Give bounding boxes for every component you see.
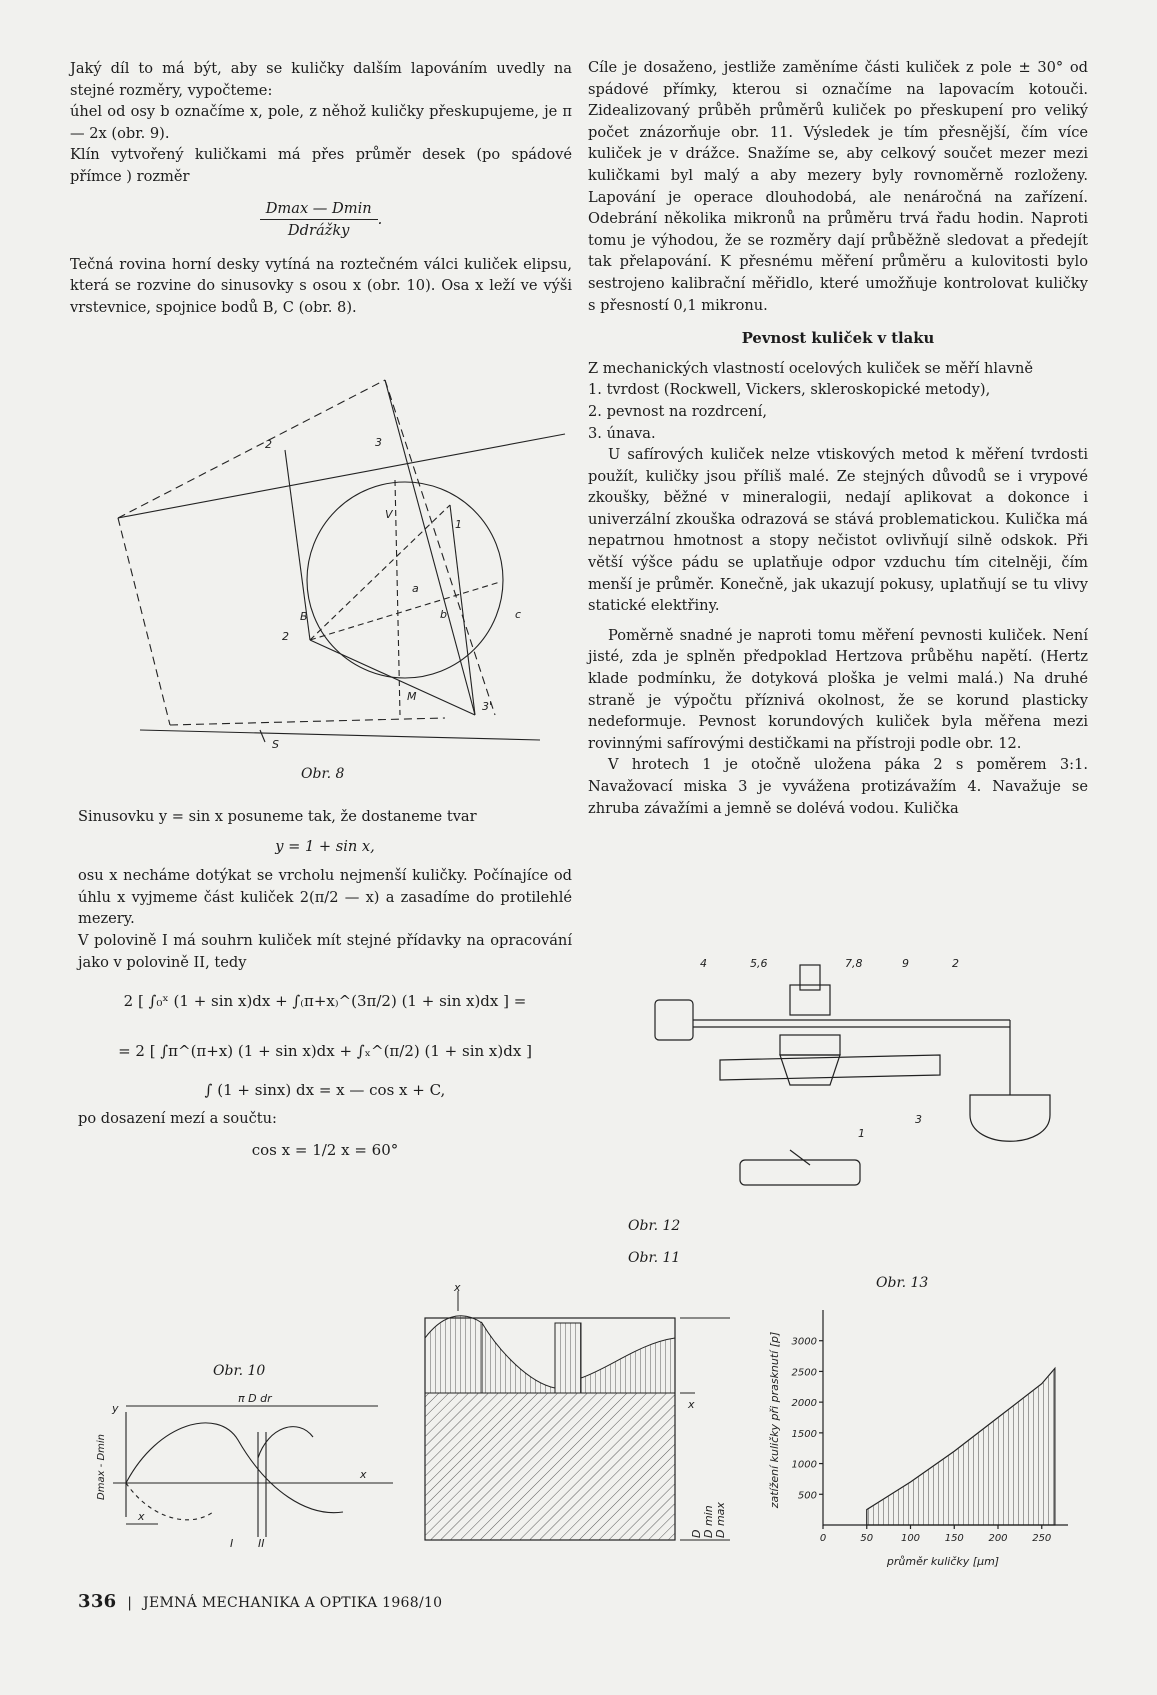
fig10-ylab: Dmax - Dmin (96, 1433, 107, 1500)
left-column-lower (78, 806, 572, 1171)
dashed-right (385, 380, 495, 715)
shift-equation: y = 1 + sin x, (275, 837, 375, 855)
base-line (140, 730, 540, 740)
fig11-xside-label: x (688, 1398, 695, 1411)
fig11-D-label: D (690, 1529, 703, 1538)
left-para-8: po dosazení mezí a součtu: (78, 1109, 277, 1127)
slope-left (482, 1323, 555, 1393)
pivot-pointer (790, 1150, 810, 1165)
sine-curve (126, 1423, 343, 1513)
figure-8-diagram (110, 370, 570, 760)
list-item: 3. únava. (588, 424, 656, 442)
y-tick-label: 500 (797, 1490, 817, 1502)
integral-equation-3: ∫ (1 + sinx) dx = x — cos x + C, (204, 1081, 446, 1100)
right-para-5: V hrotech 1 je otočně uložena páka 2 s poměrem 3:1. Navažovací miska 3 je vyvážena protizávažím 4. Navažuje se zhruba závažími a jemně se dolévá vodou. Kulička (588, 756, 1088, 817)
integral-equation-1: 2 [ ∫₀ˣ (1 + sin x)dx + ∫₍π+x₎^(3π/2) (1 + sin x)dx ] = (123, 992, 527, 1011)
chart-x-label: průměr kuličky [μm] (886, 1555, 1000, 1568)
hatched-body (425, 1393, 675, 1540)
y-tick-label: 1000 (791, 1459, 817, 1471)
left-para-3: Klín vytvořený kuličkami má přes průměr desek (po spádové přímce ) rozměr (70, 146, 572, 185)
y-tick-label: 1500 (791, 1428, 817, 1440)
fig12-label-3: 9 (902, 957, 909, 970)
fig12-label-2: 7,8 (845, 957, 863, 970)
figure-12-apparatus (640, 955, 1080, 1205)
fig10-td-label: π D dr (238, 1392, 272, 1405)
right-para-3: U safírových kuliček nelze vtiskových metod k měření tvrdosti použít, kuličky jsou příliš malé. Ze stejných důvodů se i vrypové zkoušky, běžné v mineralogii, nedají aplikovat a dokonce i univerzální zkouška odrazová se stává problematickou. Kulička má nepatrnou hmotnost a stopy nečistot ovlivňují silně odskok. Při větší výšce pádu se uplatňuje odpor vzduchu tím citelněji, čím menší je průměr. Konečně, jak ukazují pokusy, uplatňují se tu vlivy statické elektřiny. (588, 446, 1088, 615)
wedge-fraction: $\frac{Dmax — Dmin}{\text{Ddrážky}}$ . (70, 198, 572, 242)
strength-curve-area (867, 1368, 1055, 1525)
fig12-label-5: 1 (858, 1127, 865, 1140)
bump-left (425, 1316, 482, 1393)
column-head (800, 965, 820, 990)
figure-13-caption: Obr. 13 (876, 1275, 929, 1291)
figure-12-caption: Obr. 12 (628, 1218, 681, 1234)
chart-y-label: zatížení kuličky při prasknutí [p] (768, 1331, 781, 1509)
integral-equation-2: = 2 [ ∫π^(π+x) (1 + sin x)dx + ∫ₓ^(π/2) (1 + sin x)dx ] (118, 1041, 532, 1060)
fig8-label-8: c (515, 608, 522, 621)
fig8-label-6: 2 (282, 630, 289, 643)
list-item: 2. pevnost na rozdrcení, (588, 402, 767, 420)
slope-right (581, 1338, 675, 1393)
fig10-I-label: I (230, 1537, 234, 1550)
right-para-4: Poměrně snadné je naproti tomu měření pevnosti kuliček. Není jisté, zda je splněn předpoklad Hertzova průběhu napětí. (Hertz klade podmínku, že dotyková ploška je velmi malá.) Na druhé straně je výpočtu příznivá okolnost, že se korund plasticky nedeformuje. Pevnost korundových kuliček byla měřena mezi rovinnými safírovými destičkami na přístroji podle obr. 12. (588, 626, 1088, 752)
figure-10-diagram (98, 1392, 398, 1552)
left-column (70, 58, 572, 319)
fig8-label-0: 2 (265, 438, 272, 451)
figure-11-diagram (410, 1283, 740, 1553)
property-list (588, 379, 1088, 444)
column-mid (780, 1035, 840, 1055)
fig11-xtop-label: x (454, 1281, 461, 1294)
fig12-label-0: 4 (700, 957, 707, 970)
fig10-xsmall-label: x (138, 1510, 145, 1523)
dashed-left-down (118, 518, 170, 725)
page-number: 336 (78, 1591, 117, 1612)
dashed-bottom (170, 718, 445, 725)
fig10-x-label: x (360, 1468, 367, 1481)
fig8-label-3: 1 (455, 518, 462, 531)
fig8-label-7: b (440, 608, 447, 621)
line-1 (450, 505, 475, 715)
ball-circle (307, 482, 503, 678)
y-tick-label: 3000 (791, 1336, 817, 1348)
x-tick-label: 0 (819, 1533, 827, 1544)
left-para-2: úhel od osy b označíme x, pole, z něhož kuličky přeskupujeme, je π — 2x (obr. 9). (70, 103, 572, 142)
journal-name: JEMNÁ MECHANIKA A OPTIKA 1968/10 (143, 1595, 443, 1611)
fig8-label-11: S (272, 738, 279, 751)
fig11-Dmax-label: D max (714, 1502, 727, 1538)
right-para-2: Z mechanických vlastností ocelových kuliček se měří hlavně (588, 359, 1034, 377)
result-equation: cos x = 1/2 x = 60° (251, 1140, 399, 1159)
fig11-Dmin-label: D min (702, 1505, 715, 1538)
right-column (588, 57, 1088, 819)
x-tick-label: 100 (900, 1533, 921, 1544)
x-tick-label: 150 (944, 1533, 964, 1544)
figure-10-caption: Obr. 10 (213, 1363, 266, 1379)
fig8-label-4: a (412, 582, 419, 595)
fig12-label-4: 2 (952, 957, 959, 970)
pivot-assembly (740, 1160, 860, 1185)
figure-13-chart (768, 1300, 1078, 1570)
bump-middle (555, 1323, 581, 1393)
column-foot (780, 1055, 840, 1085)
counterweight (655, 1000, 693, 1040)
fig10-y-label: y (112, 1402, 119, 1415)
fig8-label-1: 3 (375, 436, 382, 449)
left-para-6: osu x necháme dotýkat se vrcholu nejmenší kuličky. Počínajíce od úhlu x vyjmeme část kuliček 2(π/2 — x) a zasadíme do protilehlé mezery. (78, 867, 572, 928)
x-tick-label: 200 (988, 1533, 1008, 1544)
fraction-denominator: Ddrážky (287, 222, 350, 240)
y-tick-label: 2000 (791, 1398, 817, 1410)
dashed-left-top (118, 380, 385, 518)
page-footer: 336 | JEMNÁ MECHANIKA A OPTIKA 1968/10 (78, 1591, 443, 1612)
right-para-1: Cíle je dosaženo, jestliže zaměníme části kuliček z pole ± 30° od spádové přímky, kterou si označíme na lapovacím kotouči. Zidealizovaný průběh průměrů kuliček po přeskupení pro veliký počet znázorňuje obr. 11. Výsledek je tím přesnější, čím více kuliček je v drážce. Snažíme se, aby celkový součet mezer mezi kuličkami byl malý a aby mezery byly rovnoměrně rozloženy. Lapování je operace dlouhodobá, ale nenáročná na zařízení. Odebrání několika mikronů na průměru trvá řadu hodin. Naproti tomu je výhodou, že se rozměry dají průběžně sledovat a předejít tak přelapování. K přesnému měření průměru a kulovitosti bylo sestrojeno kalibrační měřidlo, které umožňuje kontrolovat kuličky s přesností 0,1 mikronu. (588, 59, 1088, 314)
fig8-label-9: M (407, 690, 417, 703)
fraction-numerator: Dmax — Dmin (260, 198, 378, 221)
fig8-label-5: B (300, 610, 308, 623)
dashed-chord (310, 505, 450, 640)
base-plate (720, 1055, 940, 1080)
fig8-label-2: V (385, 508, 393, 521)
section-heading: Pevnost kuliček v tlaku (741, 330, 935, 348)
fig12-label-6: 3 (915, 1113, 922, 1126)
fig10-II-label: II (258, 1537, 265, 1550)
weighing-pan (970, 1095, 1050, 1141)
x-tick-label: 50 (860, 1533, 874, 1544)
list-item: 1. tvrdost (Rockwell, Vickers, skleroskopické metody), (588, 381, 991, 399)
figure-11-caption: Obr. 11 (628, 1250, 681, 1266)
y-tick-label: 2500 (791, 1367, 817, 1379)
x-tick-label: 250 (1032, 1533, 1052, 1544)
dashed-bc (310, 582, 500, 640)
left-para-4: Tečná rovina horní desky vytíná na roztečném válci kuliček elipsu, která se rozvine do sinusovky s osou x (obr. 10). Osa x leží ve výši vrstevnice, spojnice bodů B, C (obr. 8). (70, 255, 572, 316)
chord-b (310, 640, 475, 715)
left-para-7: V polovině I má souhrn kuliček mít stejné přídavky na opracování jako v polovině II, tedy (78, 931, 572, 971)
left-para-1: Jaký díl to má být, aby se kuličky dalším lapováním uvedly na stejné rozměry, vypočteme: (70, 60, 572, 99)
s-mark (260, 730, 265, 742)
fig8-label-10: 3' (482, 700, 493, 713)
figure-8-caption: Obr. 8 (301, 766, 345, 782)
fig12-label-1: 5,6 (750, 957, 768, 970)
left-para-5: Sinusovku y = sin x posuneme tak, že dostaneme tvar (78, 808, 477, 825)
